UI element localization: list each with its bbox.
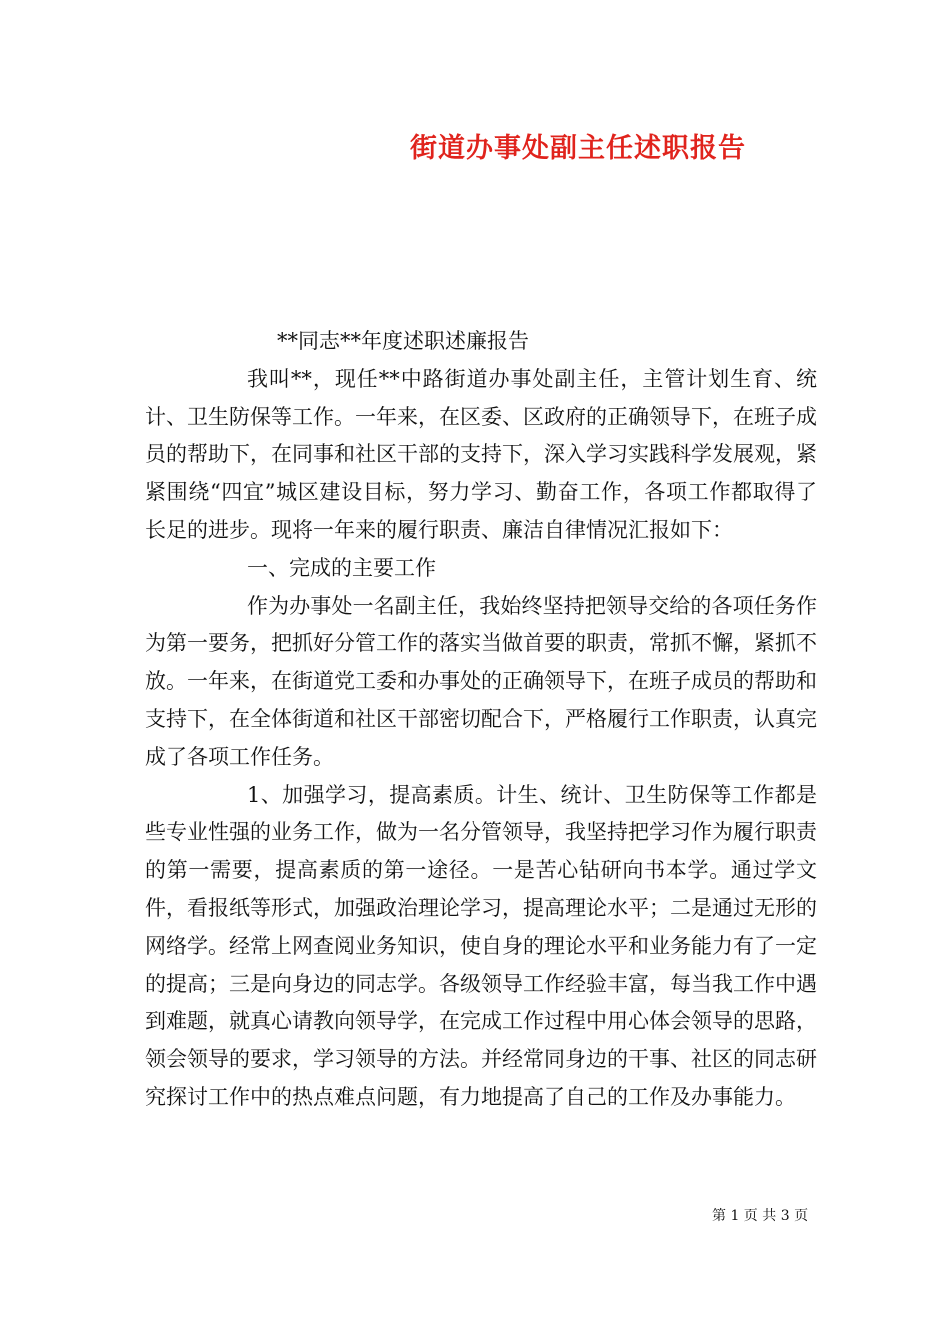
paragraph-main-work: 作为办事处一名副主任，我始终坚持把领导交给的各项任务作为第一要务，把抓好分管工作的落实当做首要的职责，常抓不懈，紧抓不放。一年来，在街道党工委和办事处的正确领导下，在班子成员的帮助和支持下，在全体街道和社区干部密切配合下，严格履行工作职责，认真完成了各项工作任务。 [145, 593, 817, 769]
page-number: 第 1 页 共 3 页 [712, 1208, 809, 1224]
document-title: 街道办事处副主任述职报告 [410, 133, 746, 164]
document-body [145, 323, 817, 1117]
section-heading: 一、完成的主要工作 [247, 555, 436, 580]
paragraph-study: 1、加强学习，提高素质。计生、统计、卫生防保等工作都是些专业性强的业务工作，做为一名分管领导，我坚持把学习作为履行职责的第一需要，提高素质的第一途径。一是苦心钻研向书本学。通过学文件，看报纸等形式，加强政治理论学习，提高理论水平；二是通过无形的网络学。经常上网查阅业务知识，使自身的理论水平和业务能力有了一定的提高；三是向身边的同志学。各级领导工作经验丰富，每当我工作中遇到难题，就真心请教向领导学，在完成工作过程中用心体会领导的思路，领会领导的要求，学习领导的方法。并经常同身边的干事、社区的同志研究探讨工作中的热点难点问题，有力地提高了自己的工作及办事能力。 [145, 782, 817, 1109]
paragraph-intro: 我叫**，现任**中路街道办事处副主任，主管计划生育、统计、卫生防保等工作。一年来，在区委、区政府的正确领导下，在班子成员的帮助下，在同事和社区干部的支持下，深入学习实践科学发展观，紧紧围绕“四宜”城区建设目标，努力学习、勤奋工作，各项工作都取得了长足的进步。现将一年来的履行职责、廉洁自律情况汇报如下： [145, 366, 817, 542]
report-subheading: **同志**年度述职述廉报告 [277, 329, 529, 353]
